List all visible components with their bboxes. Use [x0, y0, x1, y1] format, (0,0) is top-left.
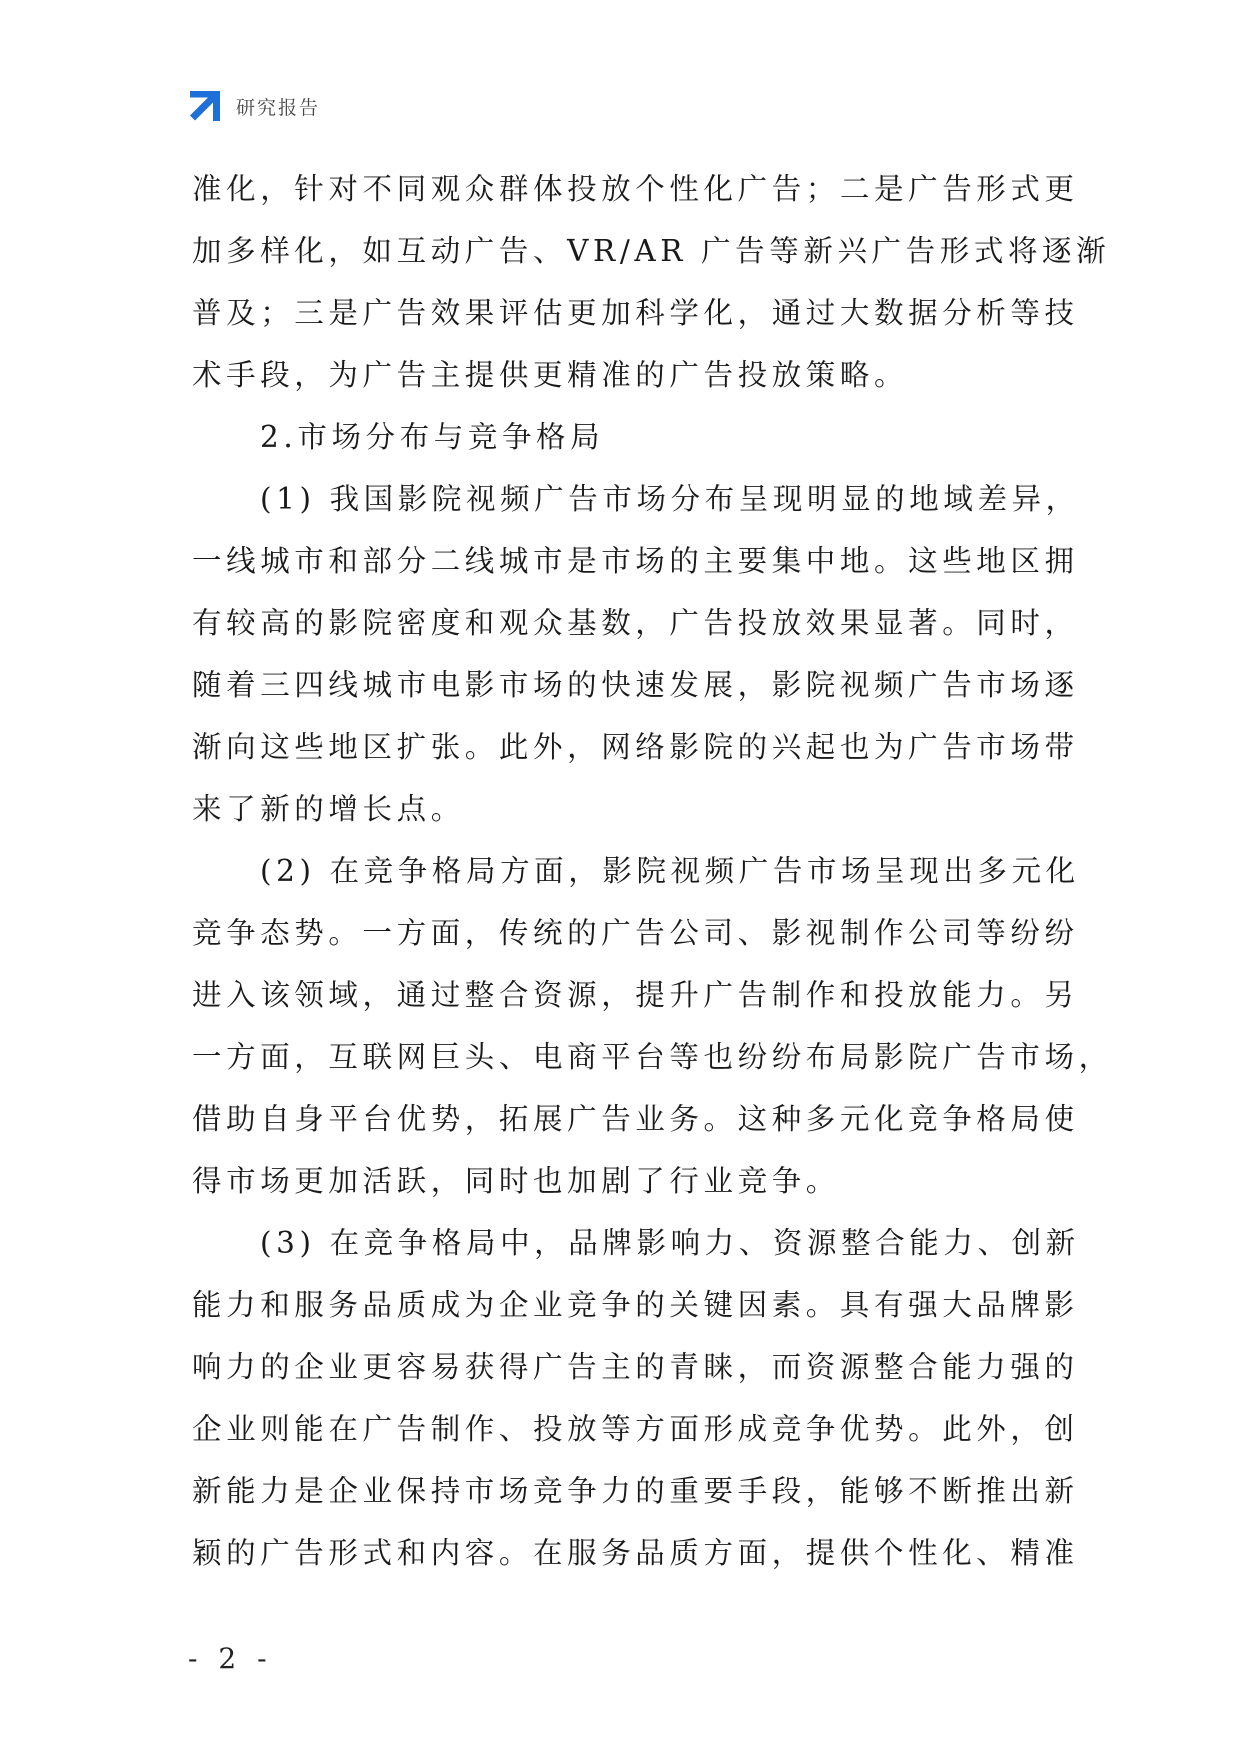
text-line: 企业则能在广告制作、投放等方面形成竞争优势。此外，创: [192, 1412, 1079, 1446]
text-line: 来了新的增长点。: [192, 792, 465, 826]
text-line: 新能力是企业保持市场竞争力的重要手段，能够不断推出新: [192, 1474, 1079, 1508]
text-line: (3) 在竞争格局中，品牌影响力、资源整合能力、创新: [260, 1226, 1080, 1260]
text-line: 响力的企业更容易获得广告主的青睐，而资源整合能力强的: [192, 1350, 1079, 1384]
header-title: 研究报告: [236, 96, 321, 119]
text-line: 竞争态势。一方面，传统的广告公司、影视制作公司等纷纷: [192, 916, 1079, 950]
text-line: (1) 我国影院视频广告市场分布呈现明显的地域差异，: [260, 482, 1080, 516]
paragraph: [192, 1212, 1080, 1584]
text-line: 借助自身平台优势，拓展广告业务。这种多元化竞争格局使: [192, 1102, 1079, 1136]
page-number: - 2 -: [188, 1642, 273, 1675]
text-line: 准化，针对不同观众群体投放个性化广告；二是广告形式更: [192, 172, 1079, 206]
document-body: [192, 158, 1113, 1584]
text-line: 随着三四线城市电影市场的快速发展，影院视频广告市场逐: [192, 668, 1079, 702]
text-line: 有较高的影院密度和观众基数，广告投放效果显著。同时，: [192, 606, 1079, 640]
text-line: 一方面，互联网巨头、电商平台等也纷纷布局影院广告市场，: [192, 1040, 1113, 1074]
text-line: 颖的广告形式和内容。在服务品质方面，提供个性化、精准: [192, 1536, 1079, 1570]
text-line: 一线城市和部分二线城市是市场的主要集中地。这些地区拥: [192, 544, 1079, 578]
section-heading-text: 2.市场分布与竞争格局: [260, 420, 605, 454]
section-heading: [192, 406, 1057, 468]
text-line: 得市场更加活跃，同时也加剧了行业竞争。: [192, 1164, 840, 1198]
text-line: 渐向这些地区扩张。此外，网络影院的兴起也为广告市场带: [192, 730, 1079, 764]
text-line: 进入该领域，通过整合资源，提升广告制作和投放能力。另: [192, 978, 1079, 1012]
report-header: [188, 88, 320, 124]
text-line: 术手段，为广告主提供更精准的广告投放策略。: [192, 358, 909, 392]
text-line: 普及；三是广告效果评估更加科学化，通过大数据分析等技: [192, 296, 1079, 330]
text-line: 能力和服务品质成为企业竞争的关键因素。具有强大品牌影: [192, 1288, 1079, 1322]
paragraph: [192, 840, 1113, 1212]
text-line: (2) 在竞争格局方面，影院视频广告市场呈现出多元化: [260, 854, 1080, 888]
paragraph: [192, 158, 1111, 406]
paragraph: [192, 468, 1080, 840]
text-line: 加多样化，如互动广告、VR/AR 广告等新兴广告形式将逐渐: [192, 234, 1111, 268]
arrow-logo-icon: [188, 89, 222, 123]
